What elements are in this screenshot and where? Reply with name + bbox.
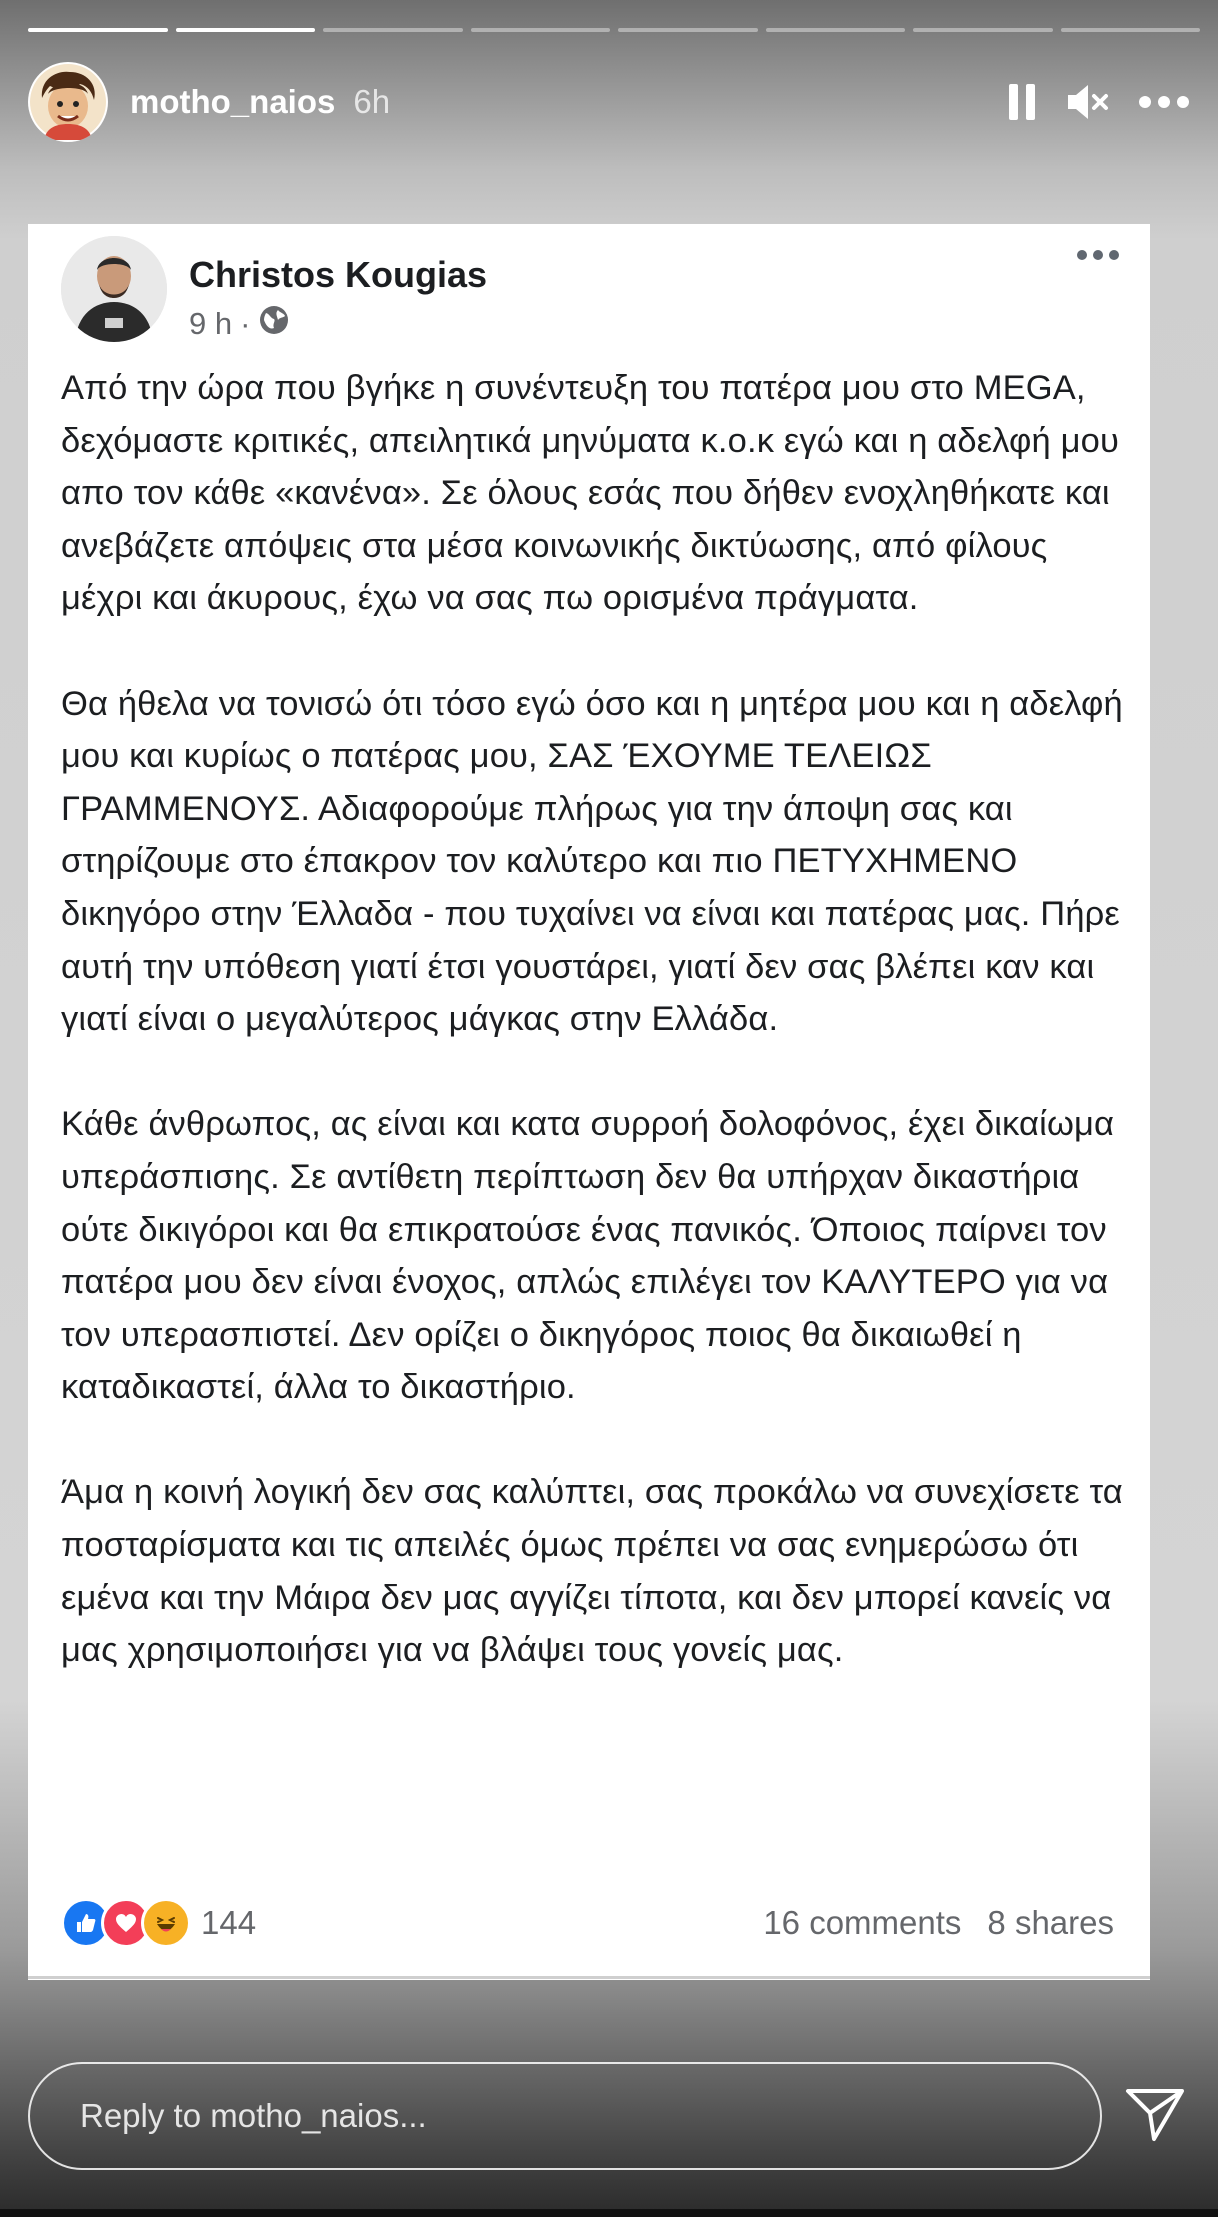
- post-time[interactable]: 9 h: [189, 306, 233, 341]
- post-body: [61, 362, 1130, 1677]
- more-options-icon[interactable]: [1138, 95, 1190, 109]
- story-header: [28, 60, 1190, 144]
- post-paragraph: Άμα η κοινή λογική δεν σας καλύπτει, σας προκάλω να συνεχίσετε τα ποσταρίσματα και τις απειλές όμως πρέπει να σας ενημερώσω ότι εμένα και την Μάιρα δεν μας αγγίζει τίποτα, και δεν μπορεί κανείς να μας χρησιμοποιήσει για να βλάψει τους γονείς μας.: [61, 1473, 1123, 1670]
- comments-count[interactable]: 16 comments: [763, 1904, 962, 1941]
- story-progress-segment: [913, 28, 1053, 32]
- card-divider: [28, 1976, 1150, 1979]
- home-indicator: [0, 2209, 1218, 2217]
- story-progress-segment: [1061, 28, 1201, 32]
- post-header: [61, 236, 1130, 346]
- reply-placeholder: Reply to motho_naios...: [80, 2097, 427, 2134]
- story-progress-segment: [323, 28, 463, 32]
- story-timestamp: 6h: [353, 83, 391, 120]
- reaction-count: 144: [201, 1904, 257, 1941]
- reactions-summary[interactable]: [61, 1898, 256, 1948]
- send-icon[interactable]: [1124, 2085, 1186, 2148]
- story-progress-bar: [28, 28, 1200, 33]
- meta-separator: ·: [240, 306, 251, 341]
- shares-count[interactable]: 8 shares: [987, 1904, 1114, 1941]
- globe-icon: [258, 304, 290, 344]
- post-author-avatar[interactable]: [61, 236, 167, 342]
- post-author-name[interactable]: Christos Kougias: [189, 254, 488, 295]
- story-progress-segment: [28, 28, 168, 32]
- reply-input[interactable]: [28, 2062, 1102, 2170]
- post-paragraph: Από την ώρα που βγήκε η συνέντευξη του πατέρα μου στο MEGA, δεχόμαστε κριτικές, απειλητικά μηνύματα κ.ο.κ εγώ και η αδελφή μου απο τον κάθε «κανένα». Σε όλους εσάς που δήθεν ενοχληθήκατε και ανεβάζετε απόψεις στα μέσα κοινωνικής δικτύωσης, από φίλους μέχρι και άκυρους, έχω να σας πω ορισμένα πράγματα.: [61, 369, 1120, 618]
- story-progress-segment: [618, 28, 758, 32]
- engagement-counts: [763, 1898, 1114, 1948]
- pause-icon[interactable]: [1006, 82, 1038, 122]
- post-menu-icon[interactable]: [1076, 248, 1120, 266]
- story-progress-segment: [471, 28, 611, 32]
- haha-reaction-icon: [141, 1898, 191, 1948]
- post-paragraph: Θα ήθελα να τονισώ ότι τόσο εγώ όσο και η μητέρα μου και η αδελφή μου και κυρίως ο πατέρας μου, ΣΑΣ ΈΧΟΥΜΕ ΤΕΛΕΙΩΣ ΓΡΑΜΜΕΝΟΥΣ. Αδιαφορούμε πλήρως για την άποψη σας και στηρίζουμε στο έπακρον τον καλύτερο και πιο ΠΕΤΥΧΗΜΕΝΟ δικηγόρο στην Έλλαδα - που τυχαίνει να είναι και πατέρας μας. Πήρε αυτή την υπόθεση γιατί έτσι γουστάρει, γιατί δεν σας βλέπει καν και γιατί είναι ο μεγαλύτερος μάγκας στην Ελλάδα.: [61, 684, 1123, 1039]
- story-username[interactable]: motho_naios: [130, 83, 336, 120]
- story-progress-segment: [176, 28, 316, 32]
- mute-icon[interactable]: [1066, 82, 1110, 122]
- post-paragraph: Κάθε άνθρωπος, ας είναι και κατα συρροή δολοφόνος, έχει δικαίωμα υπεράσπισης. Σε αντίθετη περίπτωση δεν θα υπήρχαν δικαστήρια ούτε δικιγόροι και θα επικρατούσε ένας πανικός. Όποιος παίρνει τον πατέρα μου δεν είναι ένοχος, απλώς επιλέγει τον ΚΑΛΥΤΕΡΟ για να τον υπερασπιστεί. Δεν ορίζει ο δικηγόρος ποιος θα δικαιωθεί η καταδικαστεί, άλλα το δικαστήριο.: [61, 1105, 1115, 1407]
- story-avatar[interactable]: [28, 62, 108, 142]
- post-meta: [189, 304, 290, 344]
- shared-post-card: [28, 224, 1150, 1980]
- story-progress-segment: [766, 28, 906, 32]
